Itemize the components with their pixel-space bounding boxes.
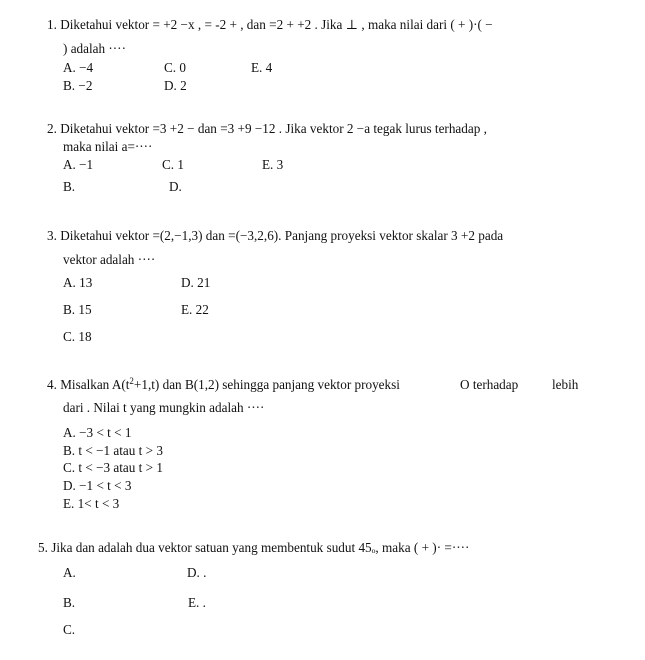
q5-option-e: E. . [188, 595, 206, 610]
q3-option-d: D. 21 [181, 275, 211, 290]
q4-option-e: E. 1< t < 3 [63, 496, 120, 511]
q3-option-a: A. 13 [63, 275, 93, 290]
q5-option-a: A. [63, 565, 76, 580]
question-2-stem-cont: maka nilai a=···· [63, 139, 153, 154]
q3-option-b: B. 15 [63, 302, 92, 317]
q1-option-e: E. 4 [251, 60, 273, 75]
q2-option-e: E. 3 [262, 157, 284, 172]
q4-option-a: A. −3 < t < 1 [63, 425, 132, 440]
q2-option-a: A. −1 [63, 157, 94, 172]
q1-option-c: C. 0 [164, 60, 186, 75]
question-1-stem-cont: ) adalah ···· [63, 41, 126, 56]
q4-option-c: C. t < −3 atau t > 1 [63, 460, 163, 475]
q5-option-d: D. . [187, 565, 207, 580]
q4-exponent: 2 [129, 376, 134, 386]
question-3-stem-cont: vektor adalah ···· [63, 252, 156, 267]
q1-option-a: A. −4 [63, 60, 94, 75]
q1-option-d: D. 2 [164, 78, 187, 93]
question-5-stem: 5. Jika dan adalah dua vektor satuan yang membentuk sudut 45ₒ, maka ( + )· =···· [38, 540, 470, 555]
question-1-stem: 1. Diketahui vektor = +2 −x , = -2 + , dan =2 + +2 . Jika ⊥ , maka nilai dari ( + )·( − [47, 17, 493, 32]
q4-stem-part-4: lebih [552, 377, 579, 392]
question-3-stem: 3. Diketahui vektor =(2,−1,3) dan =(−3,2,6). Panjang proyeksi vektor skalar 3 +2 pada [47, 228, 504, 243]
q3-option-c: C. 18 [63, 329, 92, 344]
q4-stem-part-2: +1,t) dan B(1,2) sehingga panjang vektor proyeksi [133, 377, 400, 392]
q4-option-b: B. t < −1 atau t > 3 [63, 443, 163, 458]
q4-option-d: D. −1 < t < 3 [63, 478, 132, 493]
question-2-stem: 2. Diketahui vektor =3 +2 − dan =3 +9 −12 . Jika vektor 2 −a tegak lurus terhadap , [47, 121, 487, 136]
q4-stem-part-3: O terhadap [460, 377, 519, 392]
q5-option-c: C. [63, 622, 76, 637]
q2-option-d: D. [169, 179, 182, 194]
q3-option-e: E. 22 [181, 302, 209, 317]
q2-option-c: C. 1 [162, 157, 184, 172]
q1-option-b: B. −2 [63, 78, 93, 93]
question-4-stem-cont: dari . Nilai t yang mungkin adalah ···· [63, 400, 265, 415]
q2-option-b: B. [63, 179, 76, 194]
q4-stem-part-1: 4. Misalkan A(t [47, 377, 130, 392]
q5-option-b: B. [63, 595, 76, 610]
question-4-stem [47, 378, 400, 391]
